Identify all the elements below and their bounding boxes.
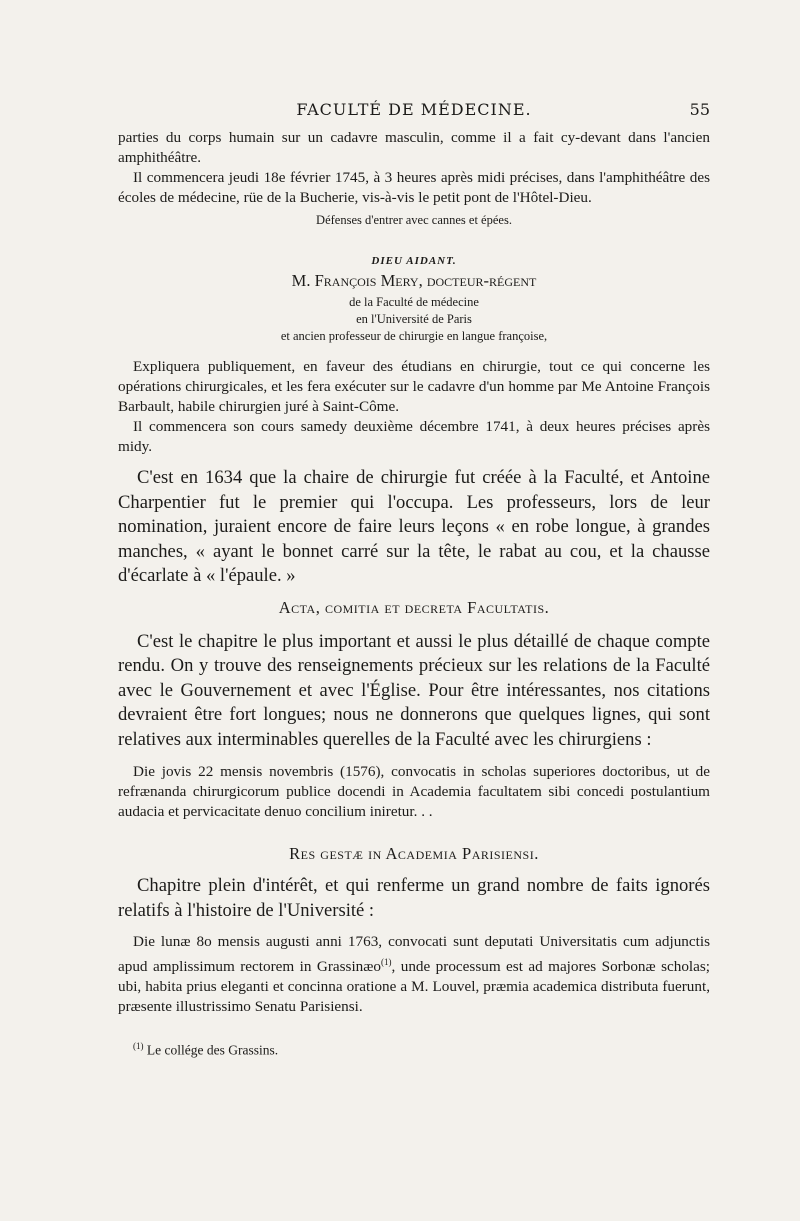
paragraph-course: Expliquera publiquement, en faveur des étudians en chirurgie, tout ce qui concerne les opérations chirurgicales, et les fera exécuter sur le cadavre d'un homme par Me Antoine François Barbault, habile chirurgien juré à Saint-Côme.	[118, 358, 710, 415]
paragraph-continued: parties du corps humain sur un cadavre masculin, comme il a fait cy-devant dans l'ancien amphithéâtre.	[118, 129, 710, 166]
footnote	[118, 1041, 710, 1059]
title-line: et ancien professeur de chirurgie en langue françoise,	[280, 329, 548, 343]
footnote-text: Le collége des Grassins.	[146, 1042, 279, 1058]
quote-part: Die lunæ 8o mensis augusti anni 1763, convocati sunt deputati Universitatis cum adjunctis apud amplissimum rectorem in Grassinæo	[118, 933, 710, 976]
page-number: 55	[689, 100, 710, 119]
page-body	[118, 128, 710, 1059]
running-title: FACULTÉ DE MÉDECINE.	[296, 100, 532, 119]
section-heading-res: Res gestæ in Academia Parisiensi.	[289, 844, 539, 863]
quote-part: , unde processum est ad majores Sorbonæ scholas; ubi, habita prius eleganti et concinna oratione a M. Louvel, præmia academica distributa fuerunt, præsente illustrissimo Senatu Parisiensi.	[118, 958, 710, 1016]
section-heading-acta: Acta, comitia et decreta Facultatis.	[278, 597, 550, 617]
title-line: de la Faculté de médecine	[349, 295, 479, 309]
paragraph-res: Chapitre plein d'intérêt, et qui renferme un grand nombre de faits ignorés relatifs à l'histoire de l'Université :	[118, 875, 710, 921]
notice-line: Défenses d'entrer avec cannes et épées.	[316, 213, 512, 227]
latin-quote-1763	[118, 932, 710, 1017]
title-line: en l'Université de Paris	[356, 312, 472, 326]
footnote-ref[interactable]: (1)	[381, 957, 392, 967]
person-titles	[118, 294, 710, 345]
running-header	[118, 100, 710, 126]
footnote-mark: (1)	[133, 1041, 144, 1052]
paragraph-date-1741: Il commencera son cours samedy deuxième décembre 1741, à deux heures précises après midy.	[118, 418, 710, 455]
latin-quote-1576: Die jovis 22 mensis novembris (1576), convocatis in scholas superiores doctoribus, ut de refrænanda chirurgicorum publice docendi in Academia facultatem sibi concedi postulantium audacia et pervicacitate denuo concilium iniretur. . .	[118, 763, 710, 820]
paragraph-date-1745: Il commencera jeudi 18e février 1745, à 3 heures après midi précises, dans l'amphithéâtre des écoles de médecine, rüe de la Bucherie, vis-à-vis le petit pont de l'Hôtel-Dieu.	[118, 169, 710, 206]
paragraph-acta: C'est le chapitre le plus important et aussi le plus détaillé de chaque compte rendu. On y trouve des renseignements précieux sur les relations de la Faculté avec le Gouvernement et avec l'Église. Pour être intéressantes, nos citations devraient être fort longues; nous ne donnerons que quelques lignes, qui sont relatives aux interminables querelles de la Faculté avec les chirurgiens :	[118, 630, 710, 750]
motto: DIEU AIDANT.	[371, 255, 457, 267]
paragraph-chair: C'est en 1634 que la chaire de chirurgie fut créée à la Faculté, et Antoine Charpentier fut le premier qui l'occupa. Les professeurs, lors de leur nomination, juraient encore de faire leurs leçons « en robe longue, à grandes manches, « ayant le bonnet carré sur la tête, le rabat au cou, et la chausse d'écarlate à « l'épaule. »	[118, 467, 710, 586]
person-name: M. François Mery, docteur-régent	[291, 271, 537, 290]
